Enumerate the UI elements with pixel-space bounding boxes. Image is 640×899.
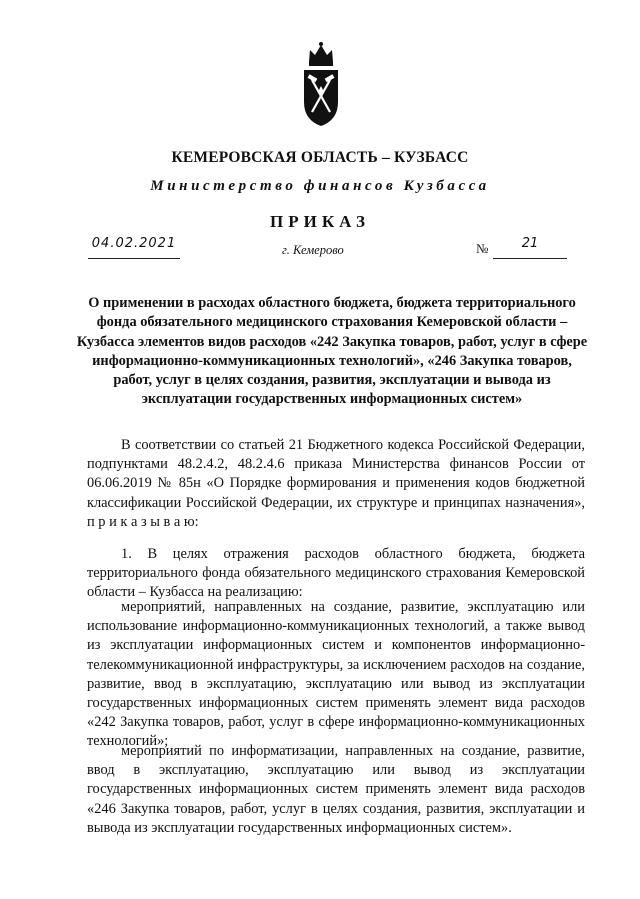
- item-1-subparagraph-242: мероприятий, направленных на создание, развитие, эксплуатацию или использование информационно-коммуникационных технологий, а также вывод из эксплуатации информационных систем и компонентов информационно-телекоммуникационной инфраструктуры, за исключением расходов на создание, развитие, ввод в эксплуатацию, эксплуатацию или вывод из эксплуатации государственных информационных систем применять элемент вида расходов «242 Закупка товаров, работ, услуг в сфере информационно-коммуникационных технологий»;: [87, 599, 585, 750]
- region-name: КЕМЕРОВСКАЯ ОБЛАСТЬ – КУЗБАСС: [171, 149, 469, 166]
- document-date: 04.02.2021: [88, 236, 180, 259]
- ministry-name: Министерство финансов Кузбасса: [150, 178, 490, 194]
- document-number: 21: [493, 236, 567, 259]
- item-1-paragraph: 1. В целях отражения расходов областного бюджета, бюджета территориального фонда обязательного медицинского страхования Кемеровской области – Кузбасса на реализацию:: [87, 546, 585, 601]
- document-type: ПРИКАЗ: [270, 212, 370, 231]
- kuzbass-coat-of-arms-icon: [296, 40, 346, 130]
- number-label: №: [476, 241, 489, 256]
- document-city: г. Кемерово: [282, 243, 344, 257]
- preamble-paragraph: В соответствии со статьей 21 Бюджетного кодекса Российской Федерации, подпунктами 48.2.4.2, 48.2.4.6 приказа Министерства финансов России от 06.06.2019 № 85н «О Порядке формирования и применения кодов бюджетной классификации Российской Федерации, их структуре и принципах назначения», п р и к а з ы в а ю:: [87, 437, 585, 530]
- item-1-subparagraph-246: мероприятий по информатизации, направленных на создание, развитие, ввод в эксплуатацию, эксплуатацию или вывод из эксплуатации государственных информационных систем применять элемент вида расходов «246 Закупка товаров, работ, услуг в целях создания, развития, эксплуатации и вывода из эксплуатации государственных информационных систем».: [87, 743, 585, 836]
- document-title: О применении в расходах областного бюджета, бюджета территориального фонда обязательного медицинского страхования Кемеровской области – Кузбасса элементов видов расходов «242 Закупка товаров, работ, услуг в сфере информационно-коммуникационных технологий», «246 Закупка товаров, работ, услуг в целях создания, развития, эксплуатации и вывода из эксплуатации государственных информационных систем»: [76, 295, 588, 408]
